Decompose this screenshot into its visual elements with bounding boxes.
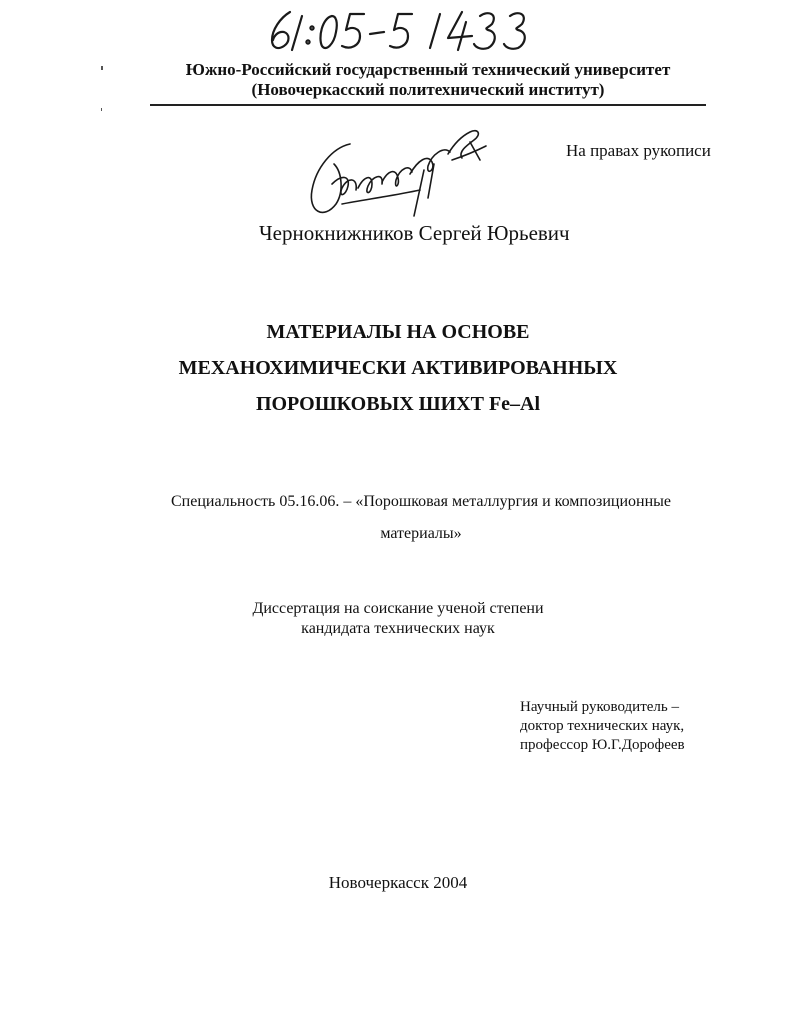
supervisor-degree: доктор технических наук, <box>520 718 685 734</box>
title-line: ПОРОШКОВЫХ ШИХТ Fe–Al <box>255 393 541 415</box>
specialty <box>136 486 706 550</box>
header-divider <box>150 104 706 106</box>
specialty-line: Специальность 05.16.06. – «Порошковая металлургия и композиционные <box>171 493 671 510</box>
title-line: МЕХАНОХИМИЧЕСКИ АКТИВИРОВАННЫХ <box>178 357 618 379</box>
supervisor-block <box>520 698 685 755</box>
title-line: МАТЕРИАЛЫ НА ОСНОВЕ <box>266 321 530 343</box>
handwritten-archive-number <box>262 4 542 56</box>
city-year: Новочеркасск 2004 <box>328 873 468 892</box>
degree-line: Диссертация на соискание ученой степени <box>252 600 544 617</box>
institution-name: Южно-Российский государственный технический университет <box>185 60 671 79</box>
degree-statement <box>0 599 796 639</box>
institution-header <box>150 60 706 100</box>
margin-mark <box>101 108 102 111</box>
institution-former-name: (Новочеркасский политехнический институт) <box>251 80 605 99</box>
specialty-line: материалы» <box>380 525 462 542</box>
signature <box>302 124 502 224</box>
author-name: Чернокнижников Сергей Юрьевич <box>259 221 570 245</box>
dissertation-title <box>0 314 796 422</box>
supervisor-role: Научный руководитель – <box>520 699 679 715</box>
rights-note: На правах рукописи <box>566 141 711 160</box>
supervisor-name: профессор Ю.Г.Дорофеев <box>520 737 685 753</box>
margin-mark <box>101 66 103 70</box>
degree-line: кандидата технических наук <box>301 620 495 637</box>
